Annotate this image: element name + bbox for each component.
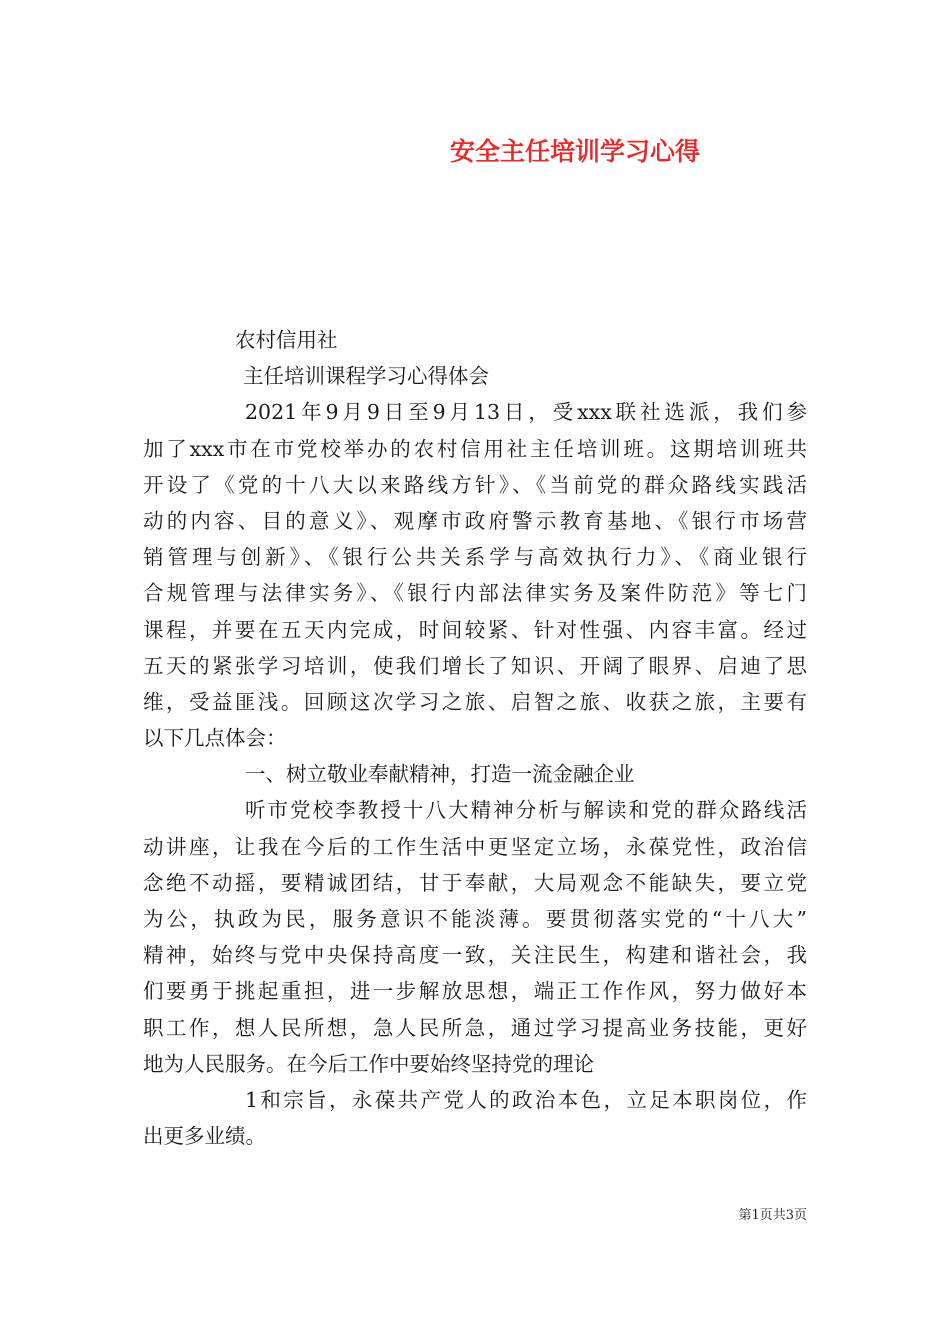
paragraph-line: 开设了《党的十八大以来路线方针》、《当前党的群众路线实践活 — [143, 472, 807, 497]
subtitle-line: 主任培训课程学习心得体会 — [243, 364, 489, 389]
document-title: 安全主任培训学习心得 — [450, 137, 701, 166]
paragraph-line: 加了xxx市在市党校举办的农村信用社主任培训班。这期培训班共 — [143, 436, 807, 461]
paragraph-line: 们要勇于挑起重担，进一步解放思想，端正工作作风，努力做好本 — [143, 979, 807, 1004]
organization-line: 农村信用社 — [235, 328, 338, 352]
paragraph-line: 五天的紧张学习培训，使我们增长了知识、开阔了眼界、启迪了思 — [143, 653, 807, 678]
paragraph-line: 2021年9月9日至9月13日，受xxx联社选派，我们参 — [245, 400, 807, 425]
paragraph-line: 动讲座，让我在今后的工作生活中更坚定立场，永葆党性，政治信 — [143, 834, 807, 859]
section-heading: 一、树立敬业奉献精神，打造一流金融企业 — [245, 762, 635, 787]
paragraph-line: 维，受益匪浅。回顾这次学习之旅、启智之旅、收获之旅，主要有 — [143, 689, 807, 714]
paragraph-line: 动的内容、目的意义》、观摩市政府警示教育基地、《银行市场营 — [143, 508, 807, 533]
paragraph-line: 地为人民服务。在今后工作中要始终坚持党的理论 — [143, 1051, 594, 1076]
paragraph-line: 职工作，想人民所想，急人民所急，通过学习提高业务技能，更好 — [143, 1015, 807, 1040]
paragraph-line: 课程，并要在五天内完成，时间较紧、针对性强、内容丰富。经过 — [143, 617, 807, 642]
document-body — [143, 322, 807, 1154]
paragraph-line: 为公，执政为民，服务意识不能淡薄。要贯彻落实党的“十八大” — [143, 907, 807, 931]
paragraph-line: 销管理与创新》、《银行公共关系学与高效执行力》、《商业银行 — [143, 545, 807, 570]
paragraph-line: 出更多业绩。 — [143, 1124, 266, 1149]
paragraph-line: 精神，始终与党中央保持高度一致，关注民生，构建和谐社会，我 — [143, 943, 807, 968]
page-number: 第1页共3页 — [738, 1208, 807, 1223]
paragraph-line: 念绝不动摇，要精诚团结，甘于奉献，大局观念不能缺失，要立党 — [143, 870, 807, 895]
paragraph-line: 1和宗旨，永葆共产党人的政治本色，立足本职岗位，作 — [245, 1087, 807, 1112]
paragraph-line: 合规管理与法律实务》、《银行内部法律实务及案件防范》等七门 — [143, 581, 807, 606]
paragraph-line: 听市党校李教授十八大精神分析与解读和党的群众路线活 — [245, 798, 807, 823]
paragraph-line: 以下几点体会： — [143, 726, 287, 751]
